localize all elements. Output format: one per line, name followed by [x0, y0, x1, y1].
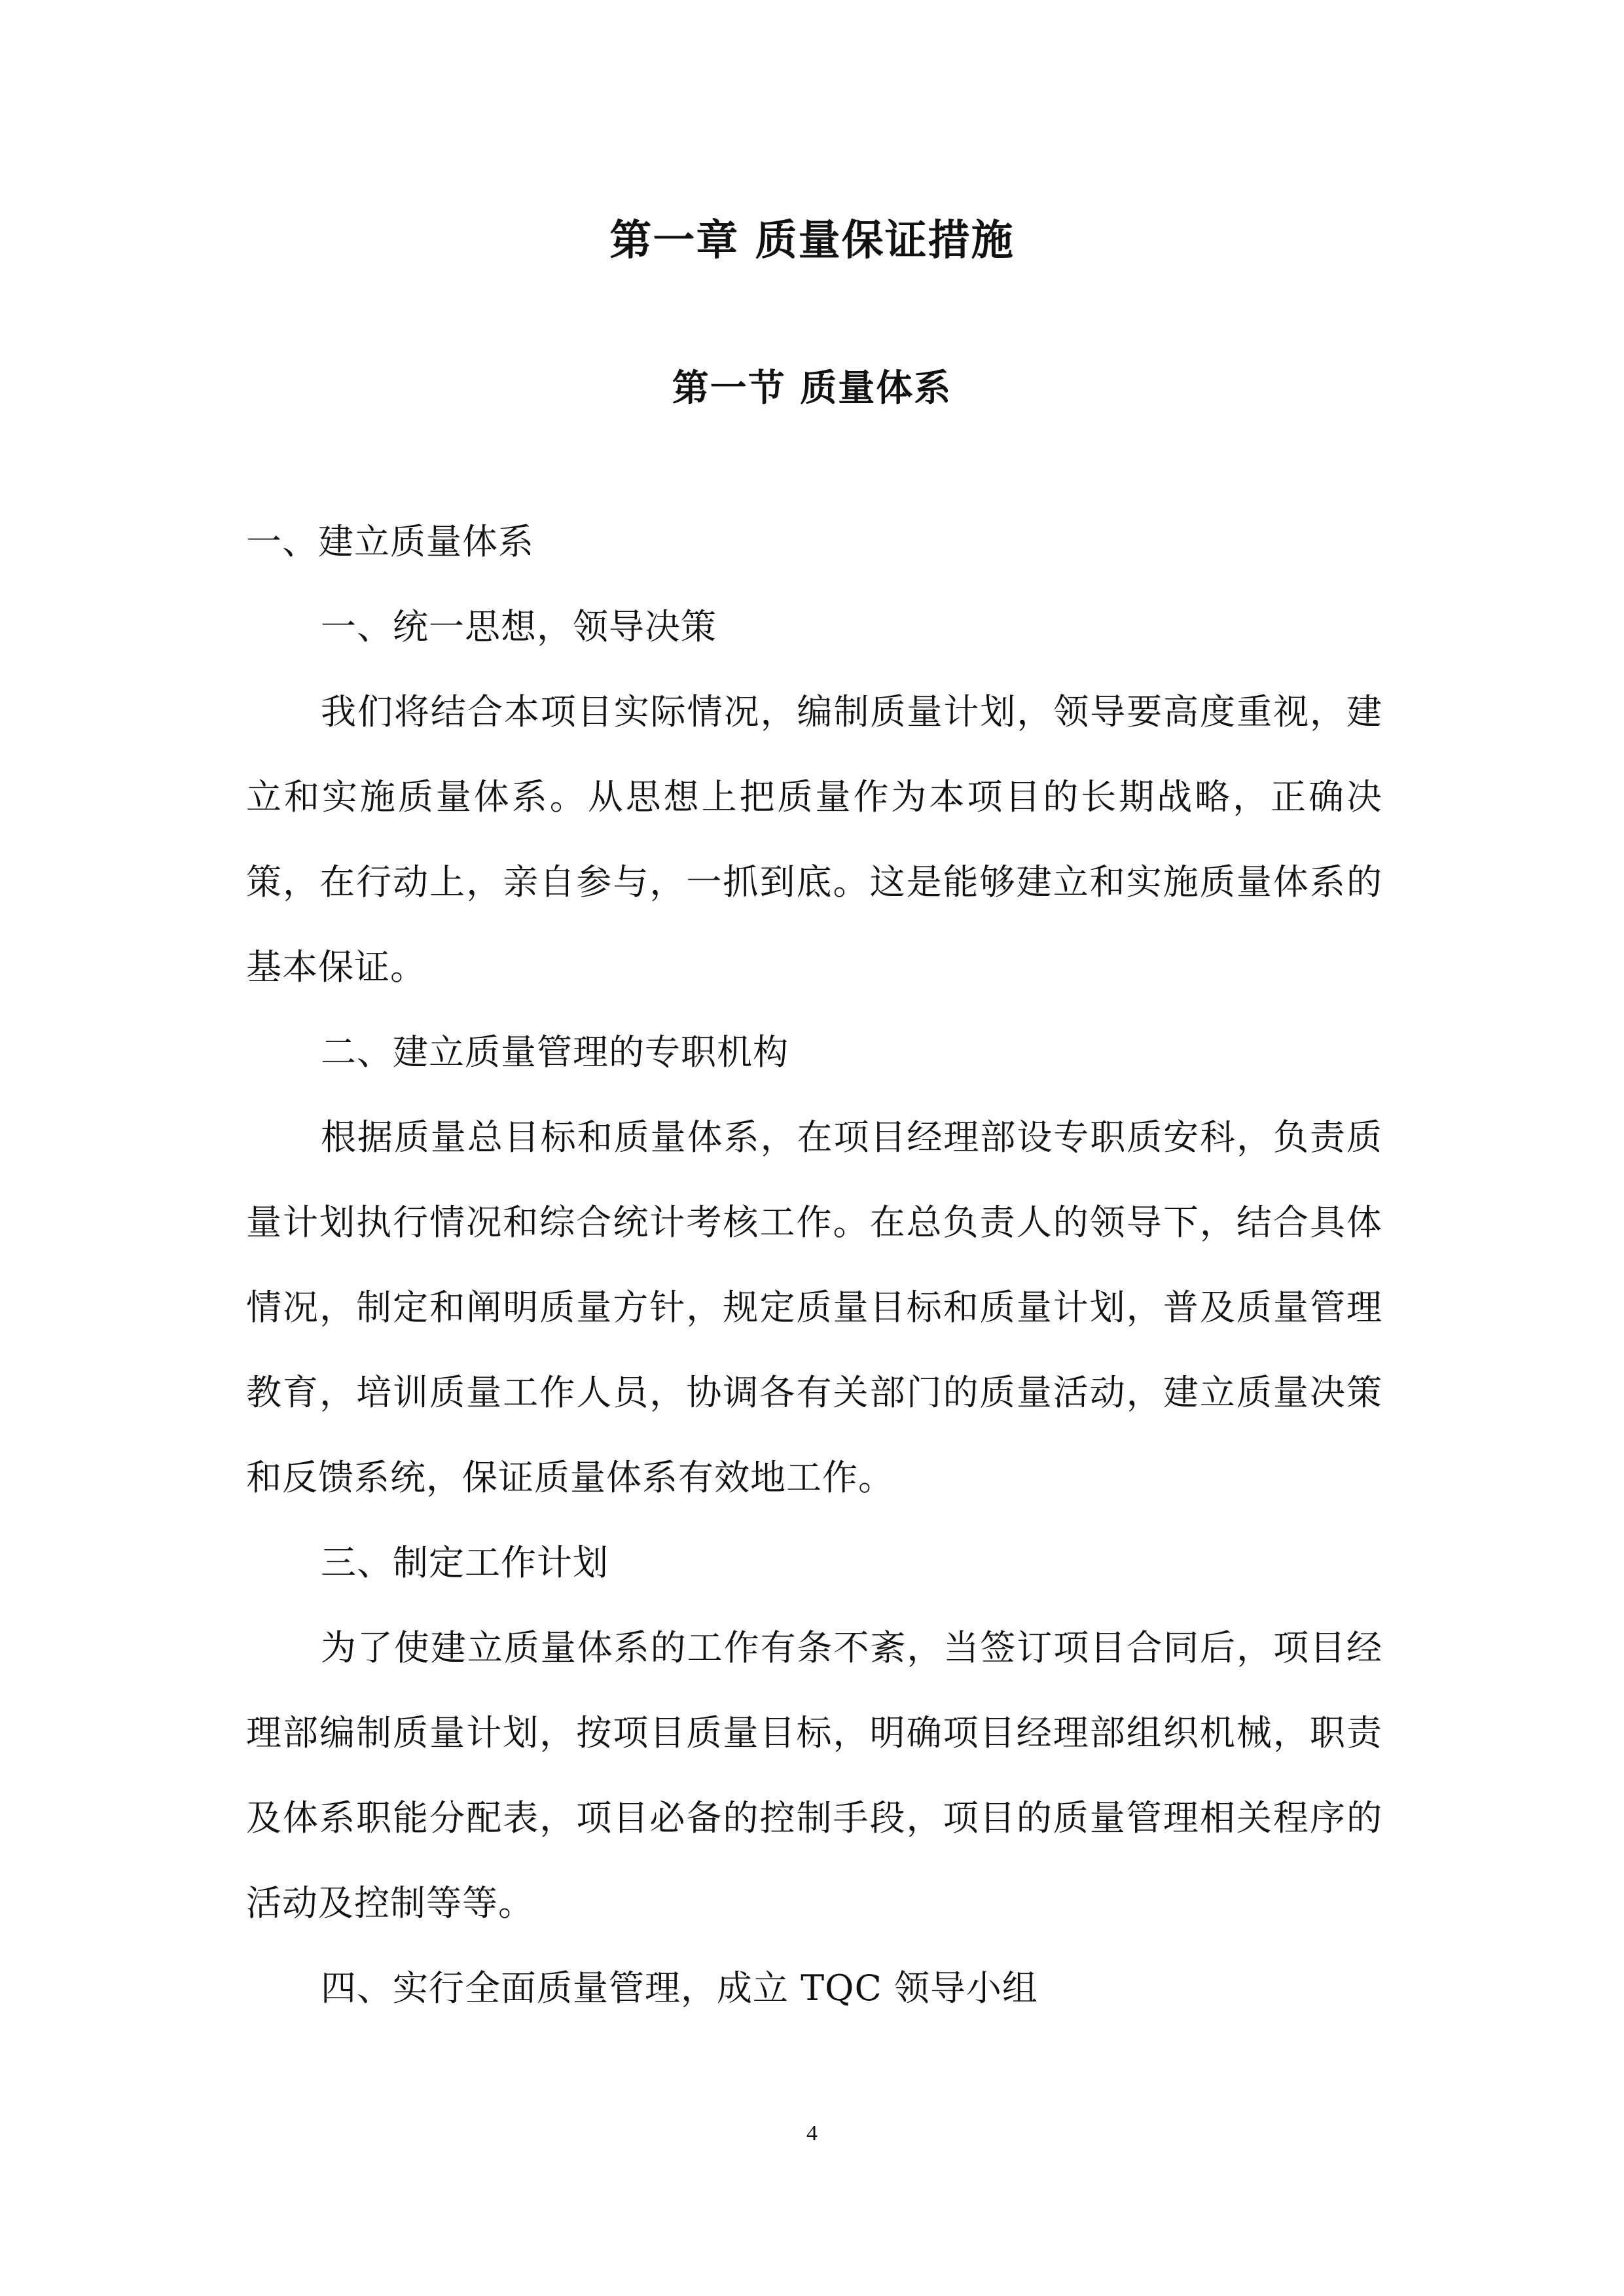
section-title: 第一节 质量体系	[672, 367, 952, 410]
body-text	[246, 499, 1382, 2031]
paragraph-unify-thinking: 我们将结合本项目实际情况，编制质量计划，领导要高度重视，建立和实施质量体系。从思想上把质量作为本项目的长期战略，正确决策，在行动上，亲自参与，一抓到底。这是能够建立和实施质量体系的基本保证。	[246, 691, 1382, 988]
paragraph-work-plan: 为了使建立质量体系的工作有条不紊，当签订项目合同后，项目经理部编制质量计划，按项目质量目标，明确项目经理部组织机械，职责及体系职能分配表，项目必备的控制手段，项目的质量管理相关程序的活动及控制等等。	[246, 1627, 1382, 1924]
page-number: 4	[806, 2121, 818, 2145]
heading-establish-quality-system: 一、建立质量体系	[246, 521, 534, 562]
chapter-title: 第一章 质量保证措施	[609, 216, 1015, 265]
subheading-unify-thinking: 一、统一思想，领导决策	[321, 606, 717, 647]
paragraph-dedicated-organization: 根据质量总目标和质量体系，在项目经理部设专职质安科，负责质量计划执行情况和综合统计考核工作。在总负责人的领导下，结合具体情况，制定和阐明质量方针，规定质量目标和质量计划，普及质量管理教育，培训质量工作人员，协调各有关部门的质量活动，建立质量决策和反馈系统，保证质量体系有效地工作。	[246, 1117, 1382, 1498]
subheading-work-plan: 三、制定工作计划	[321, 1542, 609, 1583]
subheading-tqc-group: 四、实行全面质量管理，成立 TQC 领导小组	[321, 1967, 1038, 2009]
subheading-dedicated-organization: 二、建立质量管理的专职机构	[321, 1031, 789, 1073]
